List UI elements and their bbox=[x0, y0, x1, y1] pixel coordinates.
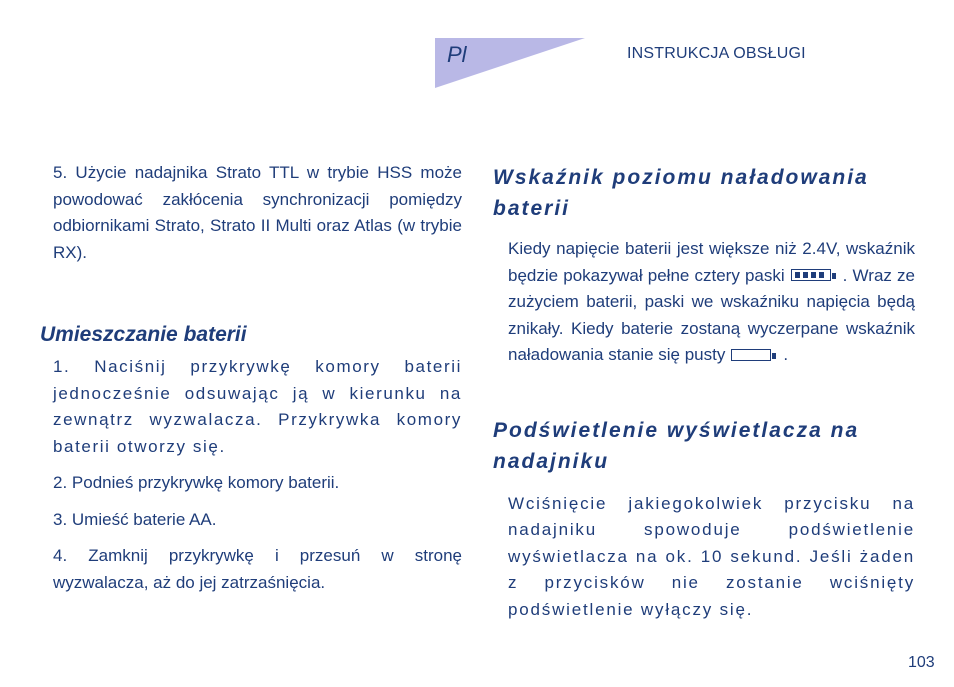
battery-empty-icon bbox=[731, 349, 777, 363]
section-title-battery-indicator: Wskaźnik poziomu naładowania baterii bbox=[493, 166, 869, 220]
page-number: 103 bbox=[908, 654, 935, 671]
language-label: Pl bbox=[447, 42, 467, 67]
backlight-text: Wciśnięcie jakiegokolwiek przycisku na nadajniku spowoduje podświetlenie wyświetlacza na ok. 10 sekund. Jeśli żaden z przycisków nie zostanie wciśnięty podświetlenie wyłączy się. bbox=[508, 493, 915, 619]
section-title-backlight: Podświetlenie wyświetlacza na nadajniku bbox=[493, 418, 860, 473]
manual-title: INSTRUKCJA OBSŁUGI bbox=[627, 45, 806, 62]
battery-text-2: . Wraz ze zużyciem baterii, paski we wskaźniku napięcia będą znikały. Kiedy baterie zostaną wyczerpane wskaźnik naładowania stanie się pusty bbox=[508, 265, 915, 364]
right-column bbox=[493, 162, 915, 623]
step-4: 4. Zamknij przykrywkę i przesuń w stronę wyzwalacza, aż do jej zatrzaśnięcia. bbox=[53, 546, 462, 592]
step-3: 3. Umieść baterie AA. bbox=[53, 509, 217, 529]
step-1: 1. Naciśnij przykrywkę komory baterii jednocześnie odsuwając ją w kierunku na zewnątrz wyzwalacza. Przykrywka komory baterii otworzy się. bbox=[53, 357, 462, 456]
step-2: 2. Podnieś przykrywkę komory baterii. bbox=[53, 473, 340, 492]
battery-full-icon bbox=[791, 269, 837, 283]
note-5: 5. Użycie nadajnika Strato TTL w trybie HSS może powodować zakłócenia synchronizacji pomiędzy odbiornikami Strato, Strato II Multi oraz Atlas (w trybie RX). bbox=[53, 163, 462, 262]
section-title-battery-install: Umieszczanie baterii bbox=[40, 323, 247, 346]
battery-text-3: . bbox=[783, 345, 789, 364]
battery-indicator-text bbox=[493, 236, 915, 369]
battery-text-1: Kiedy napięcie baterii jest większe niż 2.4V, wskaźnik będzie pokazywał pełne cztery paski bbox=[508, 239, 915, 285]
left-column bbox=[40, 160, 462, 596]
